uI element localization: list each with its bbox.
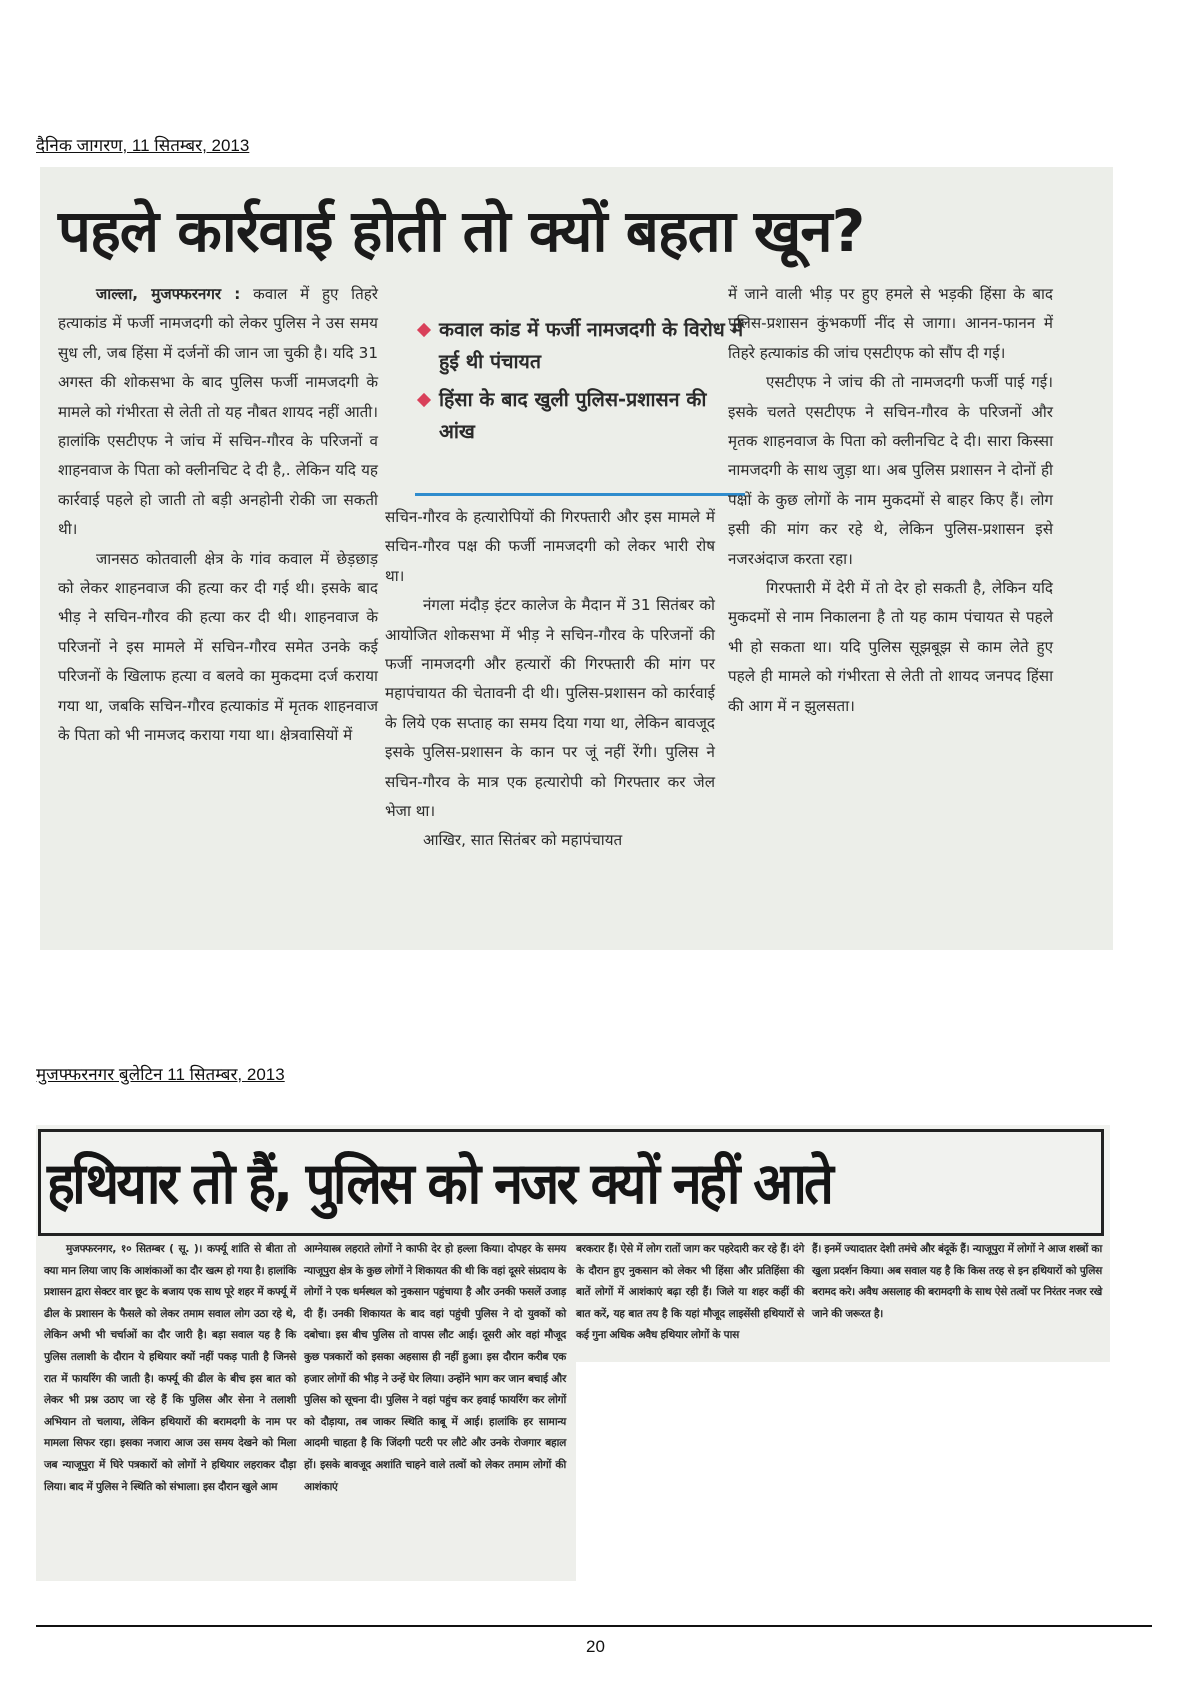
diamond-bullet-icon — [417, 323, 431, 337]
source-caption-muzaffarnagar-bulletin: मुजफ्फरनगर बुलेटिन 11 सितम्बर, 2013 — [36, 1065, 285, 1084]
paragraph: आग्नेयास्त्र लहराते लोगों ने काफी देर हो हल्ला किया। दोपहर के समय न्याजूपुरा क्षेत्र के कुछ लोगों ने शिकायत की थी कि वहां दूसरे संप्रदाय के लोगों ने एक धर्मस्थल को नुकसान पहुंचाया है और उनकी फसलें उजाड़ दी हैं। उनकी शिकायत के बाद वहां पहुंची पुलिस ने दो युवकों को दबोचा। इस बीच पुलिस तो वापस लौट आई। दूसरी ओर वहां मौजूद कुछ पत्रकारों को इसका अहसास ही नहीं हुआ। इस दौरान करीब एक हजार लोगों की भीड़ ने उन्हें घेर लिया। उन्होंने भाग कर जान बचाई और पुलिस को सूचना दी। पुलिस ने वहां पहुंच कर हवाई फायरिंग कर लोगों को दौड़ाया, तब जाकर स्थिति काबू में आई। हालांकि हर सामान्य आदमी चाहता है कि जिंदगी पटरी पर लौटे और उनके रोजगार बहाल हों। इसके बावजूद अशांति चाहने वाले तत्वों को लेकर तमाम लोगों की आशंकाएं — [304, 1243, 566, 1493]
article-2-column-2 — [304, 1239, 566, 1498]
headline-1: पहले कार्रवाई होती तो क्यों बहता खून? — [58, 197, 865, 265]
paragraph: मुजफ्फरनगर, १० सितम्बर ( सू. )। कर्फ्यू शांति से बीता तो क्या मान लिया जाए कि आशंकाओं का दौर खत्म हो गया है। हालांकि प्रशासन द्वारा सेक्टर वार छूट के बजाय एक साथ पूरे शहर में कर्फ्यू में ढील के प्रशासन के फैसले को लेकर तमाम सवाल लोग उठा रहे थे, लेकिन अभी भी चर्चाओं का दौर जारी है। बड़ा सवाल यह है कि पुलिस तलाशी के दौरान ये हथियार क्यों नहीं पकड़ पाती है जिनसे रात में फायरिंग की जाती है। कर्फ्यू की ढील के बीच इस बात को लेकर भी प्रश्न उठाए जा रहे हैं कि पुलिस और सेना ने तलाशी अभियान तो चलाया, लेकिन हथियारों की बरामदगी के नाम पर मामला सिफर रहा। इसका नजारा आज उस समय देखने को मिला जब न्याजूपुरा में घिरे पत्रकारों को लोगों ने हथियार लहराकर दौड़ा लिया। बाद में पुलिस ने स्थिति को संभाला। इस दौरान खुले आम — [44, 1243, 296, 1493]
paragraph: आखिर, सात सितंबर को महापंचायत — [423, 831, 623, 850]
article-1-column-1 — [58, 280, 378, 751]
divider — [38, 1233, 1104, 1236]
article-1-column-2 — [385, 503, 715, 856]
article-2-column-4 — [812, 1239, 1102, 1325]
article-1-column-3 — [728, 280, 1053, 721]
divider — [415, 493, 745, 496]
paragraph: जानसठ कोतवाली क्षेत्र के गांव कवाल में छेड़छाड़ को लेकर शाहनवाज की हत्या कर दी गई थी। इसके बाद भीड़ ने सचिन-गौरव की हत्या कर दी थी। शाहनवाज के परिजनों ने इस मामले में सचिन-गौरव समेत उनके कई परिजनों के खिलाफ हत्या व बलवे का मुकदमा दर्ज कराया गया था, जबकि सचिन-गौरव हत्याकांड में मृतक शाहनवाज के पिता को भी नामजद कराया गया था। क्षेत्रवासियों में — [58, 549, 378, 745]
paragraph: एसटीएफ ने जांच की तो नामजदगी फर्जी पाई गई। इसके चलते एसटीएफ ने सचिन-गौरव के परिजनों और मृतक शाहनवाज के पिता को क्लीनचिट दे दी। सारा किस्सा नामजदगी के साथ जुड़ा था। अब पुलिस प्रशासन ने दोनों ही पक्षों के कुछ लोगों के नाम मुकदमों से बाहर किए हैं। लोग इसी की मांग कर रहे थे, लेकिन पुलिस-प्रशासन इसे नजरअंदाज करता रहा। — [728, 373, 1053, 568]
article-2-column-3 — [576, 1239, 804, 1347]
highlights-box — [415, 314, 745, 454]
diamond-bullet-icon — [417, 393, 431, 407]
newspaper-clipping-2 — [36, 1125, 1110, 1581]
source-caption-dainik-jagran: दैनिक जागरण, 11 सितम्बर, 2013 — [36, 136, 250, 155]
headline-2: हथियार तो हैं, पुलिस को नजर क्यों नहीं आते — [47, 1151, 832, 1217]
newspaper-clipping-1 — [40, 167, 1113, 950]
highlight-item — [415, 384, 745, 448]
page-number: 20 — [586, 1637, 605, 1656]
highlight-text: कवाल कांड में फर्जी नामजदगी के विरोध में हुई थी पंचायत — [439, 318, 744, 373]
headline-frame — [38, 1129, 1104, 1235]
paragraph: बरकरार हैं। ऐसे में लोग रातों जाग कर पहरेदारी कर रहे हैं। दंगे के दौरान हुए नुकसान को लेकर भी हिंसा और प्रतिहिंसा की बातें लोगों में आशंकाएं बढ़ा रही हैं। जिले या शहर कहीं की बात करें, यह बात तय है कि यहां मौजूद लाइसेंसी हथियारों से कई गुना अधिक अवैध हथियार लोगों के पास — [576, 1243, 804, 1342]
paragraph: गिरफ्तारी में देरी में तो देर हो सकती है, लेकिन यदि मुकदमों से नाम निकालना है तो यह काम पंचायत से पहले भी हो सकता था। यदि पुलिस सूझबूझ से काम लेते हुए पहले ही मामले को गंभीरता से लेती तो शायद जनपद हिंसा की आग में न झुलसता। — [728, 579, 1053, 715]
highlight-text: हिंसा के बाद खुली पुलिस-प्रशासन की आंख — [439, 388, 707, 443]
paragraph: नंगला मंदौड़ इंटर कालेज के मैदान में 31 सितंबर को आयोजित शोकसभा में भीड़ ने सचिन-गौरव के परिजनों की फर्जी नामजदगी और हत्यारों की गिरफ्तारी की मांग पर महापंचायत की चेतावनी दी थी। पुलिस-प्रशासन को कार्रवाई के लिये एक सप्ताह का समय दिया गया था, लेकिन बावजूद इसके पुलिस-प्रशासन के कान पर जूं नहीं रेंगी। पुलिस ने सचिन-गौरव के मात्र एक हत्यारोपी को गिरफ्तार कर जेल भेजा था। — [385, 596, 715, 821]
paragraph: कवाल में हुए तिहरे हत्याकांड में फर्जी नामजदगी को लेकर पुलिस ने उस समय सुध ली, जब हिंसा में दर्जनों की जान जा चुकी है। यदि 31 अगस्त की शोकसभा के बाद पुलिस फर्जी नामजदगी के मामले को गंभीरता से लेती तो यह नौबत शायद नहीं आती। हालांकि एसटीएफ ने जांच में सचिन-गौरव के परिजनों व शाहनवाज के पिता को क्लीनचिट दे दी है,. लेकिन यदि यह कार्रवाई पहले हो जाती तो बड़ी अनहोनी रोकी जा सकती थी। — [58, 285, 379, 539]
paragraph: सचिन-गौरव के हत्यारोपियों की गिरफ्तारी और इस मामले में सचिन-गौरव पक्ष की फर्जी नामजदगी को लेकर भारी रोष था। — [385, 508, 715, 585]
highlight-item — [415, 314, 745, 378]
paragraph: में जाने वाली भीड़ पर हुए हमले से भड़की हिंसा के बाद पुलिस-प्रशासन कुंभकर्णी नींद से जागा। आनन-फानन में तिहरे हत्याकांड की जांच एसटीएफ को सौंप दी गई। — [728, 285, 1053, 362]
dateline: जाल्ला, मुजफ्फरनगर : — [96, 285, 241, 303]
paragraph: हैं। इनमें ज्यादातर देशी तमंचे और बंदूकें हैं। न्याजूपुरा में लोगों ने आज शस्त्रों का खुला प्रदर्शन किया। अब सवाल यह है कि किस तरह से इन हथियारों को पुलिस बरामद करे। अवैध असलाह की बरामदगी के साथ ऐसे तत्वों पर निरंतर नजर रखे जाने की जरूरत है। — [812, 1243, 1102, 1320]
article-2-column-1 — [44, 1239, 296, 1498]
footer-rule — [36, 1625, 1152, 1627]
